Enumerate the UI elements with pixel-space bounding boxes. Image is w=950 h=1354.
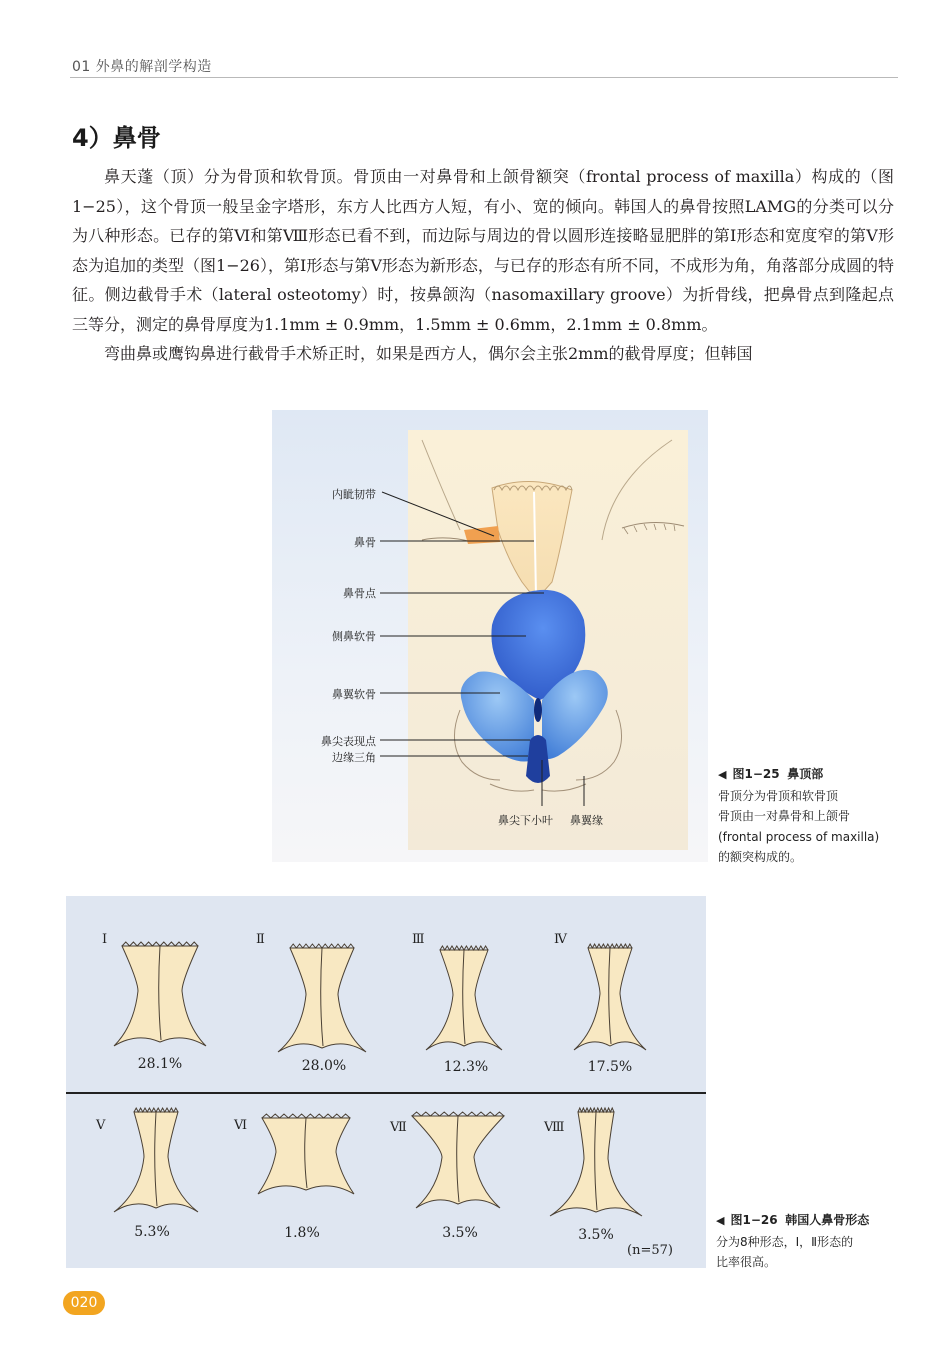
section-title: 4）鼻骨: [72, 124, 161, 152]
type-label: Ⅷ: [544, 1120, 565, 1135]
figure-nasal-bone-types: [66, 896, 706, 1268]
suture-line: [440, 946, 488, 950]
sample-size: (n=57): [627, 1243, 673, 1258]
label-medial-canthal-tendon: 内眦韧带: [332, 488, 376, 501]
caption-tag: 图1−26: [730, 1213, 778, 1227]
type-label: Ⅰ: [102, 932, 108, 947]
caption-line: 比率很高。: [716, 1255, 777, 1269]
type-percent: 28.0%: [301, 1058, 347, 1074]
header-divider: [70, 77, 898, 78]
type-percent: 1.8%: [284, 1225, 320, 1241]
label-soft-triangle: 边缘三角: [332, 751, 376, 764]
paragraph: 弯曲鼻或鹰钩鼻进行截骨手术矫正时，如果是西方人，偶尔会主张2mm的截骨厚度；但韩国: [104, 344, 753, 363]
type-percent: 3.5%: [442, 1225, 478, 1241]
suture-line: [290, 944, 354, 948]
suture-line: [412, 1112, 504, 1116]
type-label: Ⅴ: [96, 1118, 106, 1133]
nasal-bone-types-illustration: [66, 896, 706, 1268]
caption-marker-icon: ◀: [718, 768, 727, 781]
suture-line: [578, 1108, 614, 1112]
caption-line: 骨顶分为骨顶和软骨顶: [718, 788, 839, 803]
suture-line: [262, 1114, 350, 1118]
caption-line: 分为8种形态，Ⅰ，Ⅱ形态的: [716, 1234, 854, 1249]
label-nasal-bone: 鼻骨: [354, 536, 376, 549]
caption-title: 韩国人鼻骨形态: [785, 1213, 870, 1227]
figure-1-26-caption: [716, 1210, 898, 1273]
type-label: Ⅲ: [412, 932, 425, 947]
label-alar-rim: 鼻翼缘: [570, 814, 603, 827]
label-infratip-lobule: 鼻尖下小叶: [498, 814, 553, 827]
caption-line: 骨顶由一对鼻骨和上颌骨: [718, 809, 851, 823]
caption-line: (frontal process of maxilla): [718, 829, 880, 844]
page-number: 020: [63, 1291, 105, 1315]
figure-1-25-caption: [718, 764, 898, 868]
type-label: Ⅱ: [256, 932, 265, 947]
label-tip-defining-point: 鼻尖表现点: [321, 735, 376, 748]
type-percent: 3.5%: [578, 1227, 614, 1243]
body-text: [72, 162, 894, 369]
caption-title: 鼻顶部: [787, 767, 824, 781]
type-label: Ⅶ: [390, 1120, 407, 1135]
suture-line: [588, 944, 632, 948]
running-header: 01 外鼻的解剖学构造: [72, 59, 212, 75]
type-label: Ⅳ: [554, 932, 567, 947]
type-percent: 5.3%: [134, 1224, 170, 1240]
suture-line: [122, 942, 198, 946]
caption-marker-icon: ◀: [716, 1214, 725, 1227]
caption-tag: 图1−25: [732, 767, 780, 781]
type-percent: 12.3%: [443, 1059, 489, 1075]
type-label: Ⅵ: [234, 1118, 248, 1133]
type-percent: 28.1%: [137, 1056, 183, 1072]
paragraph: 鼻天蓬（顶）分为骨顶和软骨顶。骨顶由一对鼻骨和上颌骨额突（frontal process of maxilla）构成的（图1−25），这个骨顶一般呈金字塔形，东方人比西方人短，有小、宽的倾向。韩国人的鼻骨按照LAMG的分类可以分为八种形态。已存的第Ⅵ和第Ⅷ形态已看不到，而边际与周边的骨以圆形连接略显肥胖的第Ⅰ形态和宽度窄的第Ⅴ形态为追加的类型（图1−26），第Ⅰ形态与第Ⅴ形态为新形态，与已存的形态有所不同，不成形为角，角落部分成圆的特征。侧边截骨手术（lateral osteotomy）时，按鼻颌沟（nasomaxillary groove）为折骨线，把鼻骨点到隆起点三等分，测定的鼻骨厚度为1.1mm ± 0.9mm，1.5mm ± 0.6mm，2.1mm ± 0.8mm。: [72, 167, 894, 334]
figure-nasal-vault: [272, 410, 708, 862]
suture-line: [134, 1108, 178, 1112]
label-rhinion: 鼻骨点: [343, 587, 376, 600]
label-alar-cartilage: 鼻翼软骨: [332, 688, 376, 701]
label-upper-lateral-cartilage: 侧鼻软骨: [332, 630, 376, 643]
type-percent: 17.5%: [587, 1059, 633, 1075]
caption-line: 的额突构成的。: [718, 850, 803, 864]
